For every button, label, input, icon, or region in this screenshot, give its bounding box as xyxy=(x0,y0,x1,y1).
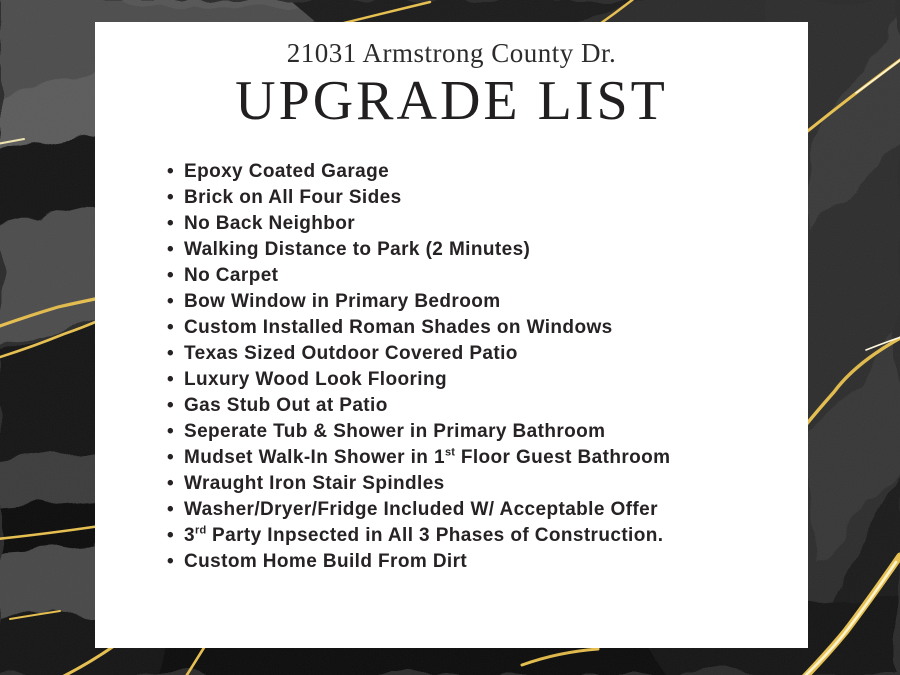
list-item-label: Texas Sized Outdoor Covered Patio xyxy=(184,343,518,364)
list-item-label: Gas Stub Out at Patio xyxy=(184,395,388,416)
list-item xyxy=(167,159,798,185)
list-item-label: Wraught Iron Stair Spindles xyxy=(184,473,445,494)
list-item-label: 3rd Party Inpsected in All 3 Phases of Construction. xyxy=(184,524,664,546)
list-item-label: Custom Installed Roman Shades on Windows xyxy=(184,317,613,338)
bullet-icon: • xyxy=(167,473,175,494)
list-item xyxy=(167,419,798,445)
list-item-label: Luxury Wood Look Flooring xyxy=(184,369,447,390)
list-item xyxy=(167,263,798,289)
list-item-label: Brick on All Four Sides xyxy=(184,187,402,208)
list-item xyxy=(167,393,798,419)
bullet-icon: • xyxy=(167,343,175,364)
bullet-icon: • xyxy=(167,265,175,286)
list-item xyxy=(167,523,798,549)
page-title: UPGRADE LIST xyxy=(235,70,668,132)
bullet-icon: • xyxy=(167,239,175,260)
bullet-icon: • xyxy=(167,161,175,182)
bullet-icon: • xyxy=(167,395,175,416)
bullet-icon: • xyxy=(167,213,175,234)
list-item xyxy=(167,471,798,497)
list-item-label: Walking Distance to Park (2 Minutes) xyxy=(184,239,531,260)
list-item xyxy=(167,315,798,341)
list-item-label: No Carpet xyxy=(184,265,279,286)
list-item-label: Seperate Tub & Shower in Primary Bathroom xyxy=(184,421,606,442)
list-item xyxy=(167,341,798,367)
address-line: 21031 Armstrong County Dr. xyxy=(286,38,617,68)
upgrade-list xyxy=(95,159,808,575)
list-item xyxy=(167,497,798,523)
bullet-icon: • xyxy=(167,421,175,442)
list-item-label: Mudset Walk-In Shower in 1st Floor Guest Bathroom xyxy=(184,446,671,468)
upgrade-card xyxy=(95,22,808,648)
list-item xyxy=(167,211,798,237)
bullet-icon: • xyxy=(167,551,175,572)
list-item-label: Bow Window in Primary Bedroom xyxy=(184,291,501,312)
list-item-label: Epoxy Coated Garage xyxy=(184,161,390,182)
list-item xyxy=(167,445,798,471)
list-item xyxy=(167,185,798,211)
list-item xyxy=(167,289,798,315)
list-item xyxy=(167,367,798,393)
bullet-icon: • xyxy=(167,291,175,312)
list-item xyxy=(167,237,798,263)
list-item-label: No Back Neighbor xyxy=(184,213,356,234)
list-item xyxy=(167,549,798,575)
bullet-icon: • xyxy=(167,369,175,390)
bullet-icon: • xyxy=(167,525,175,546)
bullet-icon: • xyxy=(167,447,175,468)
bullet-icon: • xyxy=(167,317,175,338)
bullet-icon: • xyxy=(167,499,175,520)
list-item-label: Custom Home Build From Dirt xyxy=(184,551,468,572)
bullet-icon: • xyxy=(167,187,175,208)
list-item-label: Washer/Dryer/Fridge Included W/ Acceptable Offer xyxy=(184,499,658,520)
